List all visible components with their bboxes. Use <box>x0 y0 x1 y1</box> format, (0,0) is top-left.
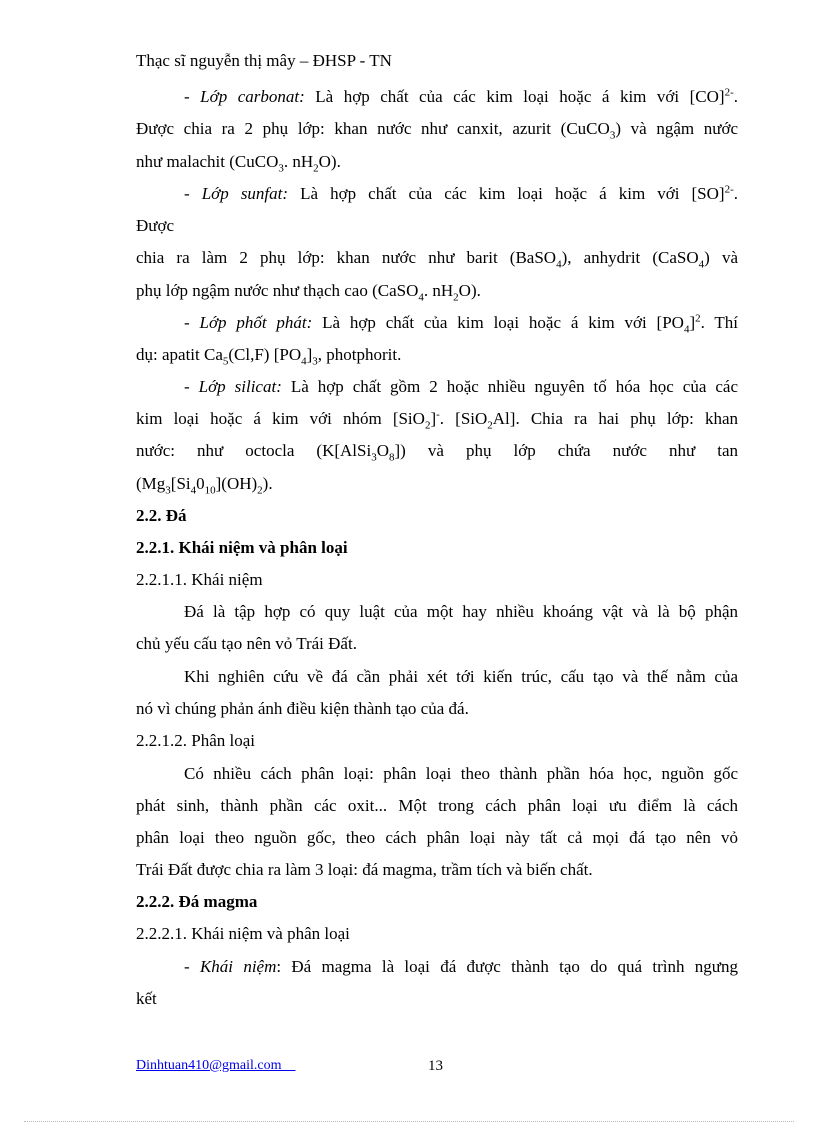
carbonat-text: ) và ngậm nước <box>615 119 739 138</box>
silicat-line-2 <box>136 408 738 430</box>
photphat-text: ] <box>689 313 696 332</box>
silicat-sub: 3 <box>371 451 377 464</box>
sunfat-line-3 <box>136 247 738 269</box>
sunfat-text: . <box>733 184 738 203</box>
carbonat-line-3 <box>136 151 738 173</box>
silicat-line-3 <box>136 440 738 462</box>
silicat-line-1 <box>184 376 738 398</box>
silicat-sub: 10 <box>204 484 216 497</box>
silicat-text: Là hợp chất gồm 2 hoặc nhiều nguyên tố hóa học của các <box>281 377 739 396</box>
sunfat-sup: 2- <box>724 183 734 196</box>
paragraph-phan-loai-line: Trái Đất được chia ra làm 3 loại: đá magma, trầm tích và biến chất. <box>136 860 593 879</box>
sunfat-label: - Lớp sunfat: <box>184 184 289 203</box>
sunfat-text: phụ lớp ngậm nước như thạch cao (CaSO <box>136 281 419 300</box>
carbonat-sub: 3 <box>278 162 284 175</box>
carbonat-label: - Lớp carbonat: <box>184 87 305 106</box>
paragraph-khai-niem-line: chủ yếu cấu tạo nên vỏ Trái Đất. <box>136 634 357 653</box>
sunfat-line-2 <box>136 215 738 237</box>
sunfat-text: ) và <box>704 248 738 267</box>
carbonat-text: . nH <box>283 152 314 171</box>
section-heading-2-2-1-2: 2.2.1.2. Phân loại <box>136 731 255 750</box>
sunfat-line-1 <box>184 183 738 205</box>
section-heading-2-2: 2.2. Đá <box>136 506 187 525</box>
photphat-text: , photphorit. <box>317 345 402 364</box>
page-bottom-divider <box>24 1121 794 1122</box>
photphat-line-2 <box>136 344 738 366</box>
sunfat-text: . nH <box>423 281 454 300</box>
carbonat-sub: 3 <box>609 129 616 142</box>
carbonat-text: Là hợp chất của các kim loại hoặc á kim với [CO] <box>304 87 725 106</box>
silicat-sup: - <box>436 408 440 421</box>
carbonat-line-2 <box>136 118 738 140</box>
carbonat-text: . <box>733 87 738 106</box>
photphat-sup: 2 <box>695 312 701 325</box>
photphat-text: dụ: apatit Ca <box>136 345 223 364</box>
section-heading-2-2-2-1: 2.2.2.1. Khái niệm và phân loại <box>136 924 350 943</box>
magma-text: : Đá magma là loại đá được thành tạo do quá trình ngưng <box>276 957 738 976</box>
silicat-text: 0 <box>196 474 205 493</box>
silicat-sub: 8 <box>389 451 395 464</box>
sunfat-line-4 <box>136 280 738 302</box>
photphat-sub: 3 <box>312 355 318 368</box>
silicat-text: (Mg <box>136 474 166 493</box>
sunfat-sub: 4 <box>698 258 705 271</box>
header-author: Thạc sĩ nguyễn thị mây – ĐHSP - TN <box>136 51 392 70</box>
photphat-sub: 5 <box>222 355 229 368</box>
silicat-text: . [SiO <box>439 409 488 428</box>
silicat-text: Al]. Chia ra hai phụ lớp: khan <box>492 409 738 428</box>
carbonat-sub: 2 <box>313 162 319 175</box>
section-heading-2-2-2: 2.2.2. Đá magma <box>136 892 258 911</box>
photphat-label: - Lớp phốt phát: <box>184 313 313 332</box>
sunfat-text: Được <box>136 216 175 235</box>
section-heading-2-2-1: 2.2.1. Khái niệm và phân loại <box>136 538 348 557</box>
carbonat-text: O). <box>318 152 341 171</box>
page-number: 13 <box>428 1058 443 1074</box>
silicat-line-4 <box>136 473 738 495</box>
silicat-label: - Lớp silicat: <box>184 377 282 396</box>
section-heading-2-2-1-1: 2.2.1.1. Khái niệm <box>136 570 263 589</box>
carbonat-sup: 2- <box>724 86 734 99</box>
paragraph-khai-niem-line: Đá là tập hợp có quy luật của một hay nhiều khoáng vật và là bộ phận <box>184 602 738 621</box>
silicat-text: ]) và phụ lớp chứa nước như tan <box>394 441 738 460</box>
silicat-sub: 2 <box>257 484 263 497</box>
sunfat-text: Là hợp chất của các kim loại hoặc á kim với [SO] <box>288 184 725 203</box>
sunfat-sub: 2 <box>453 291 459 304</box>
magma-line-1 <box>184 956 738 978</box>
photphat-line-1 <box>184 312 738 334</box>
paragraph-phan-loai-line: phát sinh, thành phần các oxit... Một trong cách phân loại ưu điểm là cách <box>136 796 738 815</box>
sunfat-text: O). <box>458 281 481 300</box>
paragraph-nghien-cuu-line: Khi nghiên cứu về đá cần phải xét tới kiến trúc, cấu tạo và thế nằm của <box>184 667 738 686</box>
silicat-text: kim loại hoặc á kim với nhóm [SiO <box>136 409 425 428</box>
silicat-text: nước: như octocla (K[AlSi <box>136 441 372 460</box>
paragraph-nghien-cuu-line: nó vì chúng phản ánh điều kiện thành tạo của đá. <box>136 699 469 718</box>
magma-label: - Khái niệm <box>184 957 277 976</box>
paragraph-phan-loai-line: Có nhiều cách phân loại: phân loại theo thành phần hóa học, nguồn gốc <box>184 764 738 783</box>
photphat-text: . Thí <box>700 313 739 332</box>
silicat-sub: 3 <box>165 484 171 497</box>
silicat-sub: 4 <box>190 484 197 497</box>
carbonat-text: như malachit (CuCO <box>136 152 279 171</box>
photphat-text: Là hợp chất của kim loại hoặc á kim với [PO <box>312 313 684 332</box>
silicat-text: O <box>376 441 389 460</box>
magma-line-2: kết <box>136 989 157 1008</box>
silicat-text: ). <box>262 474 273 493</box>
silicat-sub: 2 <box>487 419 493 432</box>
sunfat-sub: 4 <box>418 291 424 304</box>
photphat-sub: 4 <box>301 355 307 368</box>
photphat-text: ] <box>306 345 313 364</box>
footer-email-link[interactable]: Dinhtuan410@gmail.com <box>136 1058 296 1073</box>
sunfat-text: ), anhydrit (CaSO <box>561 248 699 267</box>
sunfat-text: chia ra làm 2 phụ lớp: khan nước như barit (BaSO <box>136 248 557 267</box>
silicat-text: ](OH) <box>215 474 258 493</box>
photphat-sub: 4 <box>683 323 690 336</box>
silicat-sub: 2 <box>424 419 431 432</box>
silicat-text: [Si <box>170 474 191 493</box>
silicat-text: ] <box>430 409 437 428</box>
carbonat-text: Được chia ra 2 phụ lớp: khan nước như canxit, azurit (CuCO <box>136 119 610 138</box>
carbonat-line-1 <box>184 86 738 108</box>
sunfat-sub: 4 <box>556 258 562 271</box>
page-header <box>136 50 738 72</box>
paragraph-phan-loai-line: phân loại theo nguồn gốc, theo cách phân loại này tất cả mọi đá tạo nên vỏ <box>136 828 738 847</box>
photphat-text: (Cl,F) [PO <box>228 345 302 364</box>
